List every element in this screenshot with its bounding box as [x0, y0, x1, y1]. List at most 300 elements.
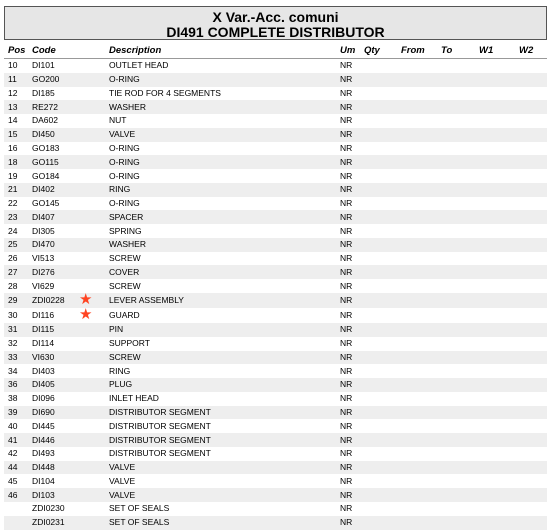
cell-mark — [78, 155, 105, 169]
cell-w1 — [475, 406, 515, 420]
cell-pos: 25 — [4, 238, 28, 252]
cell-pos: 23 — [4, 210, 28, 224]
cell-code: DI403 — [32, 365, 55, 376]
cell-from — [397, 323, 437, 337]
cell-from — [397, 155, 437, 169]
cell-w2 — [515, 433, 547, 447]
parts-table — [4, 43, 547, 530]
cell-mark — [78, 238, 105, 252]
cell-to — [437, 308, 475, 323]
cell-mark — [78, 461, 105, 475]
cell-w1 — [475, 516, 515, 530]
table-row — [4, 461, 547, 475]
cell-qty — [360, 419, 397, 433]
cell-pos: 19 — [8, 170, 18, 181]
cell-code: DA602 — [32, 115, 58, 126]
cell-description: WASHER — [105, 100, 336, 114]
cell-pos: 46 — [4, 488, 28, 502]
cell-w2 — [515, 392, 547, 406]
table-row — [4, 392, 547, 406]
cell-mark — [78, 252, 105, 266]
cell-um: NR — [336, 128, 360, 142]
cell-from — [397, 447, 437, 461]
cell-from — [397, 114, 437, 128]
cell-code: DI402 — [28, 183, 78, 197]
cell-from — [397, 87, 437, 101]
table-row — [4, 488, 547, 502]
cell-to — [437, 488, 475, 502]
table-row — [4, 474, 547, 488]
cell-pos — [4, 516, 28, 530]
cell-code: DI276 — [28, 265, 78, 279]
table-row — [4, 433, 547, 447]
cell-pos: 24 — [8, 225, 18, 236]
cell-w2 — [515, 516, 547, 530]
cell-pos: 32 — [8, 338, 18, 349]
cell-w2 — [515, 197, 547, 211]
cell-pos: 22 — [8, 198, 18, 209]
cell-qty — [360, 142, 397, 156]
cell-from — [397, 433, 437, 447]
cell-qty — [360, 406, 397, 420]
cell-pos: 31 — [4, 323, 28, 337]
cell-description: COVER — [105, 265, 336, 279]
cell-from — [397, 100, 437, 114]
cell-to — [437, 293, 475, 308]
cell-mark — [78, 224, 105, 238]
cell-to — [437, 252, 475, 266]
cell-pos: 41 — [4, 433, 28, 447]
cell-w2 — [515, 323, 547, 337]
cell-qty — [360, 351, 397, 365]
table-row — [4, 516, 547, 530]
cell-mark — [78, 419, 105, 433]
table-row — [4, 502, 547, 516]
cell-from — [397, 488, 437, 502]
cell-description: PLUG — [105, 378, 336, 392]
cell-um: NR — [336, 238, 360, 252]
cell-description: SCREW — [105, 351, 336, 365]
cell-to — [437, 502, 475, 516]
cell-w2 — [515, 155, 547, 169]
cell-w1 — [475, 224, 515, 238]
parts-table-body — [4, 59, 547, 530]
column-header-w1: W1 — [475, 43, 515, 59]
cell-to — [437, 406, 475, 420]
cell-um: NR — [340, 420, 353, 431]
cell-qty — [360, 197, 397, 211]
cell-pos: 45 — [8, 475, 18, 486]
table-row — [4, 337, 547, 351]
cell-code: DI448 — [28, 461, 78, 475]
cell-w2 — [515, 378, 547, 392]
table-row — [4, 128, 547, 142]
cell-um: NR — [336, 293, 360, 308]
cell-mark — [78, 114, 105, 128]
cell-w1 — [475, 351, 515, 365]
cell-qty — [360, 488, 397, 502]
column-header-w2: W2 — [515, 43, 547, 59]
cell-description: GUARD — [109, 310, 140, 321]
cell-code: RE272 — [28, 100, 78, 114]
cell-mark — [78, 516, 105, 530]
column-header-code: Code — [28, 43, 78, 59]
cell-w2 — [515, 73, 547, 87]
cell-to — [437, 516, 475, 530]
cell-code: ZDI0230 — [32, 503, 65, 514]
cell-w2 — [515, 461, 547, 475]
cell-description: VALVE — [109, 475, 136, 486]
column-header-description: Description — [105, 43, 336, 59]
cell-w1 — [475, 73, 515, 87]
cell-mark — [78, 87, 105, 101]
cell-description: WASHER — [105, 238, 336, 252]
cell-code: DI101 — [32, 60, 55, 71]
cell-w1 — [475, 114, 515, 128]
cell-mark — [78, 392, 105, 406]
cell-qty — [360, 265, 397, 279]
cell-description: NUT — [109, 115, 127, 126]
cell-w1 — [475, 419, 515, 433]
cell-to — [437, 378, 475, 392]
cell-description: TIE ROD FOR 4 SEGMENTS — [109, 87, 221, 98]
cell-description: LEVER ASSEMBLY — [105, 293, 336, 308]
cell-to — [437, 73, 475, 87]
cell-to — [437, 183, 475, 197]
table-row — [4, 73, 547, 87]
cell-pos: 34 — [8, 365, 18, 376]
cell-code: DI450 — [28, 128, 78, 142]
cell-qty — [360, 87, 397, 101]
cell-to — [437, 169, 475, 183]
cell-mark — [78, 210, 105, 224]
table-row — [4, 419, 547, 433]
cell-pos: 18 — [4, 155, 28, 169]
cell-code: DI305 — [32, 225, 55, 236]
cell-qty — [360, 210, 397, 224]
cell-um: NR — [336, 265, 360, 279]
table-row — [4, 114, 547, 128]
cell-w1 — [475, 238, 515, 252]
cell-um: NR — [336, 433, 360, 447]
cell-code: GO184 — [32, 170, 60, 181]
cell-w1 — [475, 210, 515, 224]
cell-qty — [360, 279, 397, 293]
cell-pos: 15 — [4, 128, 28, 142]
cell-description: SPACER — [105, 210, 336, 224]
cell-to — [437, 461, 475, 475]
cell-from — [397, 337, 437, 351]
table-row — [4, 142, 547, 156]
cell-w2 — [515, 87, 547, 101]
cell-description: INLET HEAD — [109, 393, 159, 404]
cell-w2 — [515, 419, 547, 433]
cell-to — [437, 155, 475, 169]
column-header-pos: Pos — [4, 43, 28, 59]
cell-mark — [78, 197, 105, 211]
cell-um: NR — [336, 406, 360, 420]
cell-code: GO145 — [32, 198, 60, 209]
cell-code: DI115 — [28, 323, 78, 337]
table-row — [4, 351, 547, 365]
cell-to — [437, 351, 475, 365]
cell-w2 — [515, 279, 547, 293]
cell-w1 — [475, 474, 515, 488]
cell-to — [437, 238, 475, 252]
cell-mark — [78, 142, 105, 156]
cell-w1 — [475, 392, 515, 406]
cell-mark — [78, 73, 105, 87]
cell-from — [397, 73, 437, 87]
cell-pos — [4, 502, 28, 516]
column-header-mark — [78, 43, 105, 59]
cell-w1 — [475, 337, 515, 351]
cell-um: NR — [340, 280, 353, 291]
cell-um: NR — [340, 310, 353, 321]
cell-w1 — [475, 59, 515, 73]
cell-w1 — [475, 378, 515, 392]
cell-description: SUPPORT — [109, 338, 150, 349]
cell-mark — [78, 447, 105, 461]
cell-to — [437, 128, 475, 142]
cell-to — [437, 419, 475, 433]
cell-from — [397, 197, 437, 211]
star-icon: ★ — [79, 293, 93, 309]
cell-um: NR — [340, 142, 353, 153]
cell-w1 — [475, 169, 515, 183]
table-row — [4, 238, 547, 252]
cell-code: DI446 — [28, 433, 78, 447]
table-row — [4, 197, 547, 211]
cell-qty — [360, 293, 397, 308]
table-row — [4, 224, 547, 238]
cell-um: NR — [336, 155, 360, 169]
cell-from — [397, 419, 437, 433]
cell-w2 — [515, 59, 547, 73]
cell-description: DISTRIBUTOR SEGMENT — [105, 406, 336, 420]
cell-um: NR — [340, 60, 353, 71]
cell-w2 — [515, 502, 547, 516]
cell-um: NR — [340, 365, 353, 376]
cell-code: DI116 — [32, 310, 55, 321]
cell-pos: 30 — [8, 310, 18, 321]
cell-mark — [78, 293, 105, 308]
cell-to — [437, 279, 475, 293]
column-header-qty: Qty — [360, 43, 397, 59]
cell-code: DI104 — [32, 475, 55, 486]
cell-description: VALVE — [105, 488, 336, 502]
cell-description: SCREW — [109, 280, 141, 291]
cell-um: NR — [340, 225, 353, 236]
cell-qty — [360, 433, 397, 447]
cell-w1 — [475, 433, 515, 447]
cell-w1 — [475, 502, 515, 516]
cell-w2 — [515, 488, 547, 502]
cell-w1 — [475, 279, 515, 293]
cell-qty — [360, 238, 397, 252]
cell-description: OUTLET HEAD — [109, 60, 169, 71]
cell-code: DI690 — [28, 406, 78, 420]
cell-mark — [78, 323, 105, 337]
cell-code: ZDI0228 — [28, 293, 78, 308]
column-header-from: From — [397, 43, 437, 59]
cell-qty — [360, 100, 397, 114]
cell-to — [437, 364, 475, 378]
cell-pos: 27 — [4, 265, 28, 279]
table-row — [4, 59, 547, 73]
cell-w2 — [515, 337, 547, 351]
cell-qty — [360, 461, 397, 475]
table-row — [4, 210, 547, 224]
cell-from — [397, 59, 437, 73]
cell-mark — [78, 265, 105, 279]
cell-mark — [78, 433, 105, 447]
cell-mark — [78, 337, 105, 351]
cell-w1 — [475, 308, 515, 323]
table-row — [4, 378, 547, 392]
cell-w1 — [475, 252, 515, 266]
cell-w1 — [475, 183, 515, 197]
cell-mark — [78, 279, 105, 293]
cell-w1 — [475, 293, 515, 308]
cell-from — [397, 392, 437, 406]
cell-w2 — [515, 169, 547, 183]
cell-w2 — [515, 128, 547, 142]
document-title-box — [4, 6, 547, 40]
cell-w2 — [515, 406, 547, 420]
cell-um: NR — [340, 448, 353, 459]
cell-pos: 29 — [4, 293, 28, 308]
table-row — [4, 323, 547, 337]
cell-w2 — [515, 142, 547, 156]
cell-pos: 16 — [8, 142, 18, 153]
cell-mark — [78, 183, 105, 197]
cell-mark — [78, 364, 105, 378]
cell-to — [437, 392, 475, 406]
cell-description: DISTRIBUTOR SEGMENT — [109, 420, 211, 431]
cell-code: ZDI0231 — [28, 516, 78, 530]
cell-description: SCREW — [109, 253, 141, 264]
cell-from — [397, 364, 437, 378]
cell-w2 — [515, 183, 547, 197]
cell-qty — [360, 378, 397, 392]
cell-from — [397, 406, 437, 420]
cell-pos: 21 — [4, 183, 28, 197]
cell-um: NR — [336, 378, 360, 392]
cell-to — [437, 100, 475, 114]
column-header-to: To — [437, 43, 475, 59]
cell-to — [437, 59, 475, 73]
table-row — [4, 169, 547, 183]
table-row — [4, 279, 547, 293]
cell-to — [437, 447, 475, 461]
cell-code: VI630 — [28, 351, 78, 365]
cell-qty — [360, 502, 397, 516]
cell-code: DI407 — [28, 210, 78, 224]
cell-code: GO200 — [28, 73, 78, 87]
cell-code: VI629 — [32, 280, 55, 291]
cell-um: NR — [340, 253, 353, 264]
cell-qty — [360, 128, 397, 142]
cell-from — [397, 128, 437, 142]
cell-w2 — [515, 238, 547, 252]
cell-from — [397, 293, 437, 308]
cell-pos: 14 — [8, 115, 18, 126]
cell-pos: 10 — [8, 60, 18, 71]
cell-w2 — [515, 474, 547, 488]
cell-w1 — [475, 364, 515, 378]
cell-w2 — [515, 351, 547, 365]
cell-um: NR — [336, 210, 360, 224]
cell-to — [437, 337, 475, 351]
cell-um: NR — [336, 73, 360, 87]
cell-description: O-RING — [109, 198, 140, 209]
cell-from — [397, 516, 437, 530]
cell-code: DI445 — [32, 420, 55, 431]
cell-mark — [78, 488, 105, 502]
cell-w1 — [475, 447, 515, 461]
cell-from — [397, 351, 437, 365]
table-row — [4, 183, 547, 197]
cell-to — [437, 224, 475, 238]
cell-to — [437, 197, 475, 211]
cell-pos: 26 — [8, 253, 18, 264]
cell-pos: 44 — [4, 461, 28, 475]
cell-from — [397, 210, 437, 224]
cell-qty — [360, 447, 397, 461]
cell-mark — [78, 169, 105, 183]
cell-pos: 42 — [8, 448, 18, 459]
cell-from — [397, 308, 437, 323]
cell-code: DI103 — [28, 488, 78, 502]
cell-description: O-RING — [109, 170, 140, 181]
cell-w2 — [515, 210, 547, 224]
cell-pos: 36 — [4, 378, 28, 392]
cell-w1 — [475, 323, 515, 337]
table-row — [4, 100, 547, 114]
cell-pos: 33 — [4, 351, 28, 365]
cell-from — [397, 238, 437, 252]
cell-code: GO183 — [32, 142, 60, 153]
cell-from — [397, 474, 437, 488]
cell-pos: 38 — [8, 393, 18, 404]
cell-to — [437, 114, 475, 128]
cell-mark — [78, 100, 105, 114]
cell-qty — [360, 169, 397, 183]
cell-um: NR — [340, 503, 353, 514]
cell-qty — [360, 114, 397, 128]
cell-mark — [78, 59, 105, 73]
cell-from — [397, 169, 437, 183]
cell-qty — [360, 155, 397, 169]
cell-mark — [78, 308, 105, 323]
cell-w1 — [475, 142, 515, 156]
document-subtitle: DI491 COMPLETE DISTRIBUTOR — [166, 24, 385, 40]
cell-code: GO115 — [28, 155, 78, 169]
cell-qty — [360, 392, 397, 406]
cell-to — [437, 265, 475, 279]
cell-w2 — [515, 447, 547, 461]
cell-um: NR — [336, 351, 360, 365]
cell-qty — [360, 73, 397, 87]
cell-qty — [360, 252, 397, 266]
cell-w2 — [515, 252, 547, 266]
cell-to — [437, 210, 475, 224]
cell-to — [437, 474, 475, 488]
cell-description: O-RING — [105, 155, 336, 169]
cell-w2 — [515, 224, 547, 238]
cell-um: NR — [340, 338, 353, 349]
